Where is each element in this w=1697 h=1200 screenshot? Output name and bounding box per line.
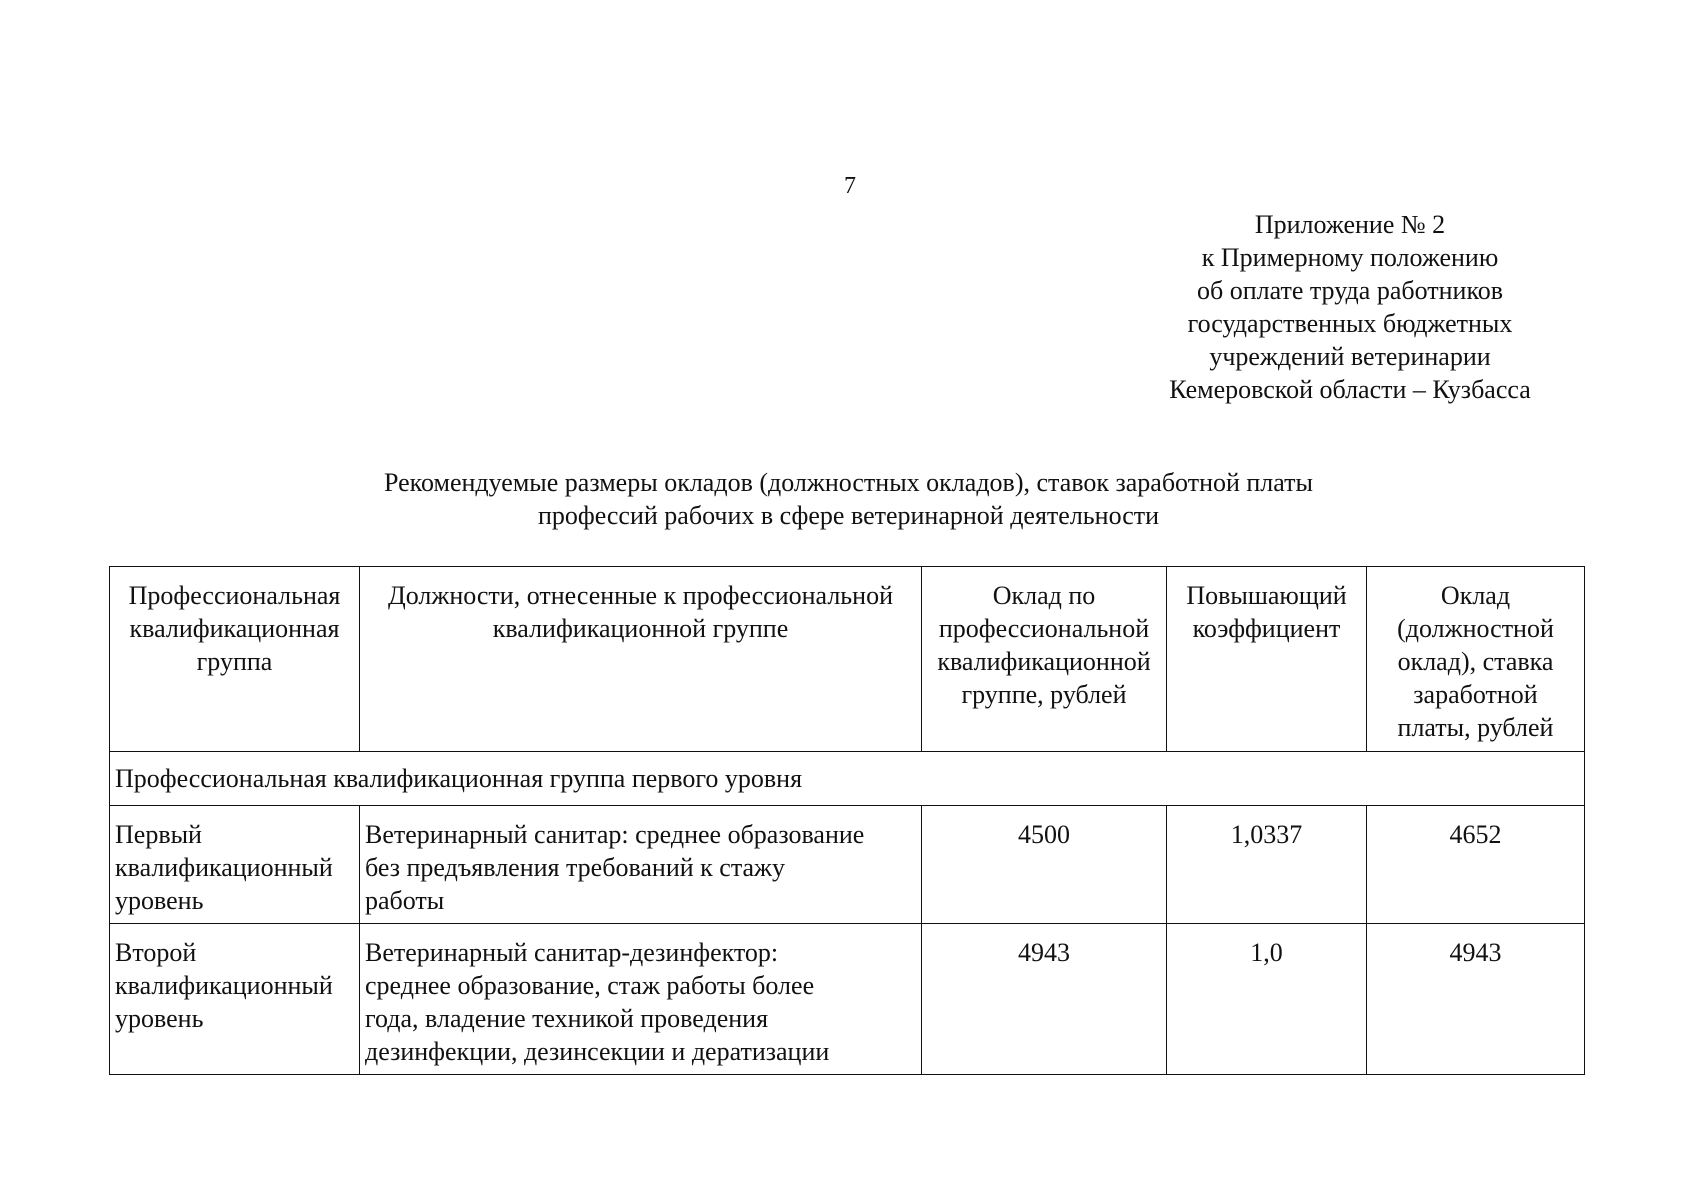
header-positions: Должности, отнесенные к профессиональной квалификационной группе — [360, 567, 922, 752]
base-salary-cell: 4500 — [922, 806, 1167, 924]
position-cell: Ветеринарный санитар: среднее образование без предъявления требований к стажу работы — [360, 806, 922, 924]
appendix-line: государственных бюджетных — [1187, 309, 1513, 338]
header-coefficient: Повышающий коэффициент — [1167, 567, 1367, 752]
salary-cell: 4943 — [1367, 924, 1585, 1075]
level-cell: Второй квалификационный уровень — [110, 924, 360, 1075]
header-salary: Оклад (должностной оклад), ставка заработной платы, рублей — [1367, 567, 1585, 752]
appendix-line: об оплате труда работников — [1196, 276, 1504, 305]
title-line: профессий рабочих в сфере ветеринарной деятельности — [537, 501, 1160, 530]
table-row — [110, 924, 1585, 1075]
appendix-line: Кемеровской области – Кузбасса — [1169, 375, 1531, 404]
wage-table — [109, 566, 1585, 1075]
table-header-row — [110, 567, 1585, 752]
header-base-salary: Оклад по профессиональной квалификационной группе, рублей — [922, 567, 1167, 752]
appendix-line: учреждений ветеринарии — [1209, 342, 1491, 371]
group-title: Профессиональная квалификационная группа первого уровня — [110, 752, 1585, 806]
document-title — [200, 466, 1497, 532]
base-salary-cell: 4943 — [922, 924, 1167, 1075]
salary-cell: 4652 — [1367, 806, 1585, 924]
title-line: Рекомендуемые размеры окладов (должностных окладов), ставок заработной платы — [384, 468, 1313, 497]
appendix-line: Приложение № 2 — [1254, 210, 1446, 239]
page-number: 7 — [844, 173, 856, 199]
table-group-row — [110, 752, 1585, 806]
appendix-block — [1100, 208, 1600, 406]
position-cell: Ветеринарный санитар-дезинфектор: среднее образование, стаж работы более года, владение техникой проведения дезинфекции, дезинсекции и дератизации — [360, 924, 922, 1075]
table-row — [110, 806, 1585, 924]
header-qualification-group: Профессиональная квалификационная группа — [110, 567, 360, 752]
level-cell: Первый квалификационный уровень — [110, 806, 360, 924]
coefficient-cell: 1,0 — [1167, 924, 1367, 1075]
coefficient-cell: 1,0337 — [1167, 806, 1367, 924]
appendix-line: к Примерному положению — [1201, 243, 1499, 272]
